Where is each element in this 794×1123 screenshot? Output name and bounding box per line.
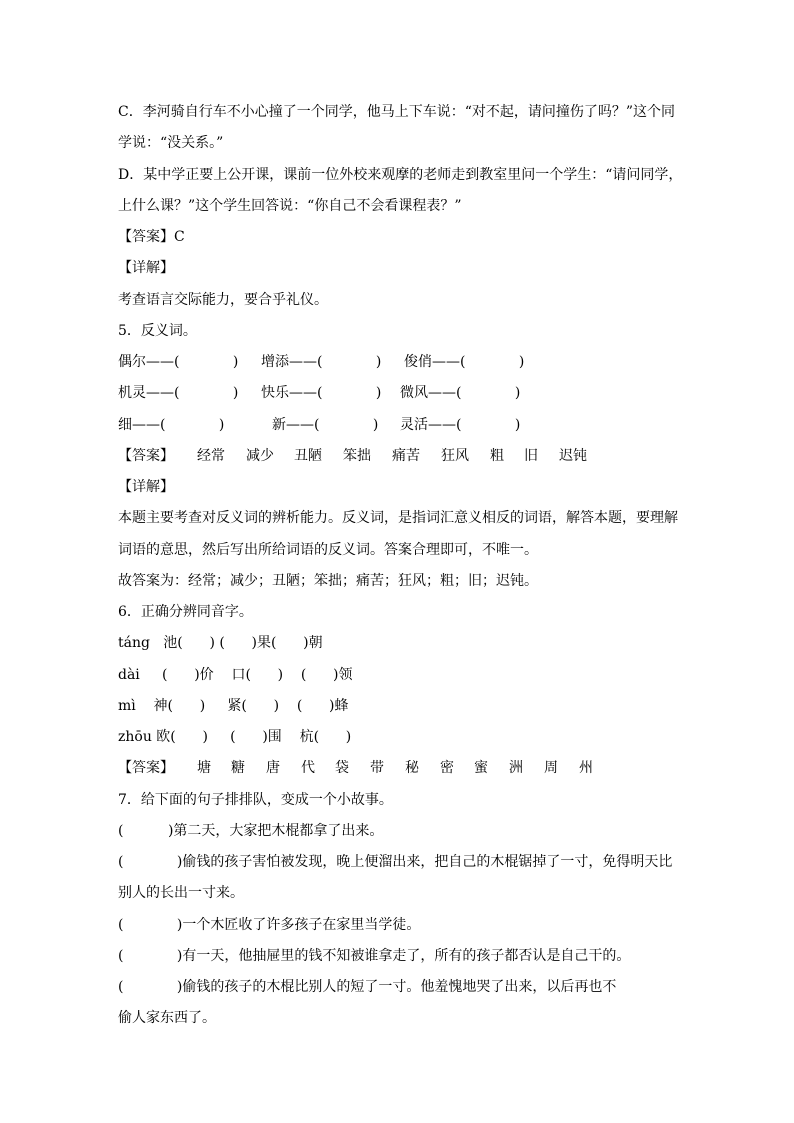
q7-sentence: ( )偷钱的孩子害怕被发现，晚上便溜出来，把自己的木棍锯掉了一寸，免得明天比	[118, 854, 673, 870]
option-d-line2: 上什么课？”这个学生回答说：“你自己不会看课程表？”	[118, 198, 462, 214]
q5-answer: 粗	[490, 448, 504, 464]
q5-detail-line1: 本题主要考查对反义词的辨析能力。反义词，是指词汇意义相反的词语，解答本题，要理解	[118, 510, 678, 526]
q6-answer: 带	[370, 760, 384, 776]
q6-answer: 唐	[266, 760, 280, 776]
q5-answer: 丑陋	[294, 448, 322, 464]
q5-answer: 迟钝	[559, 448, 587, 464]
q7-sentence: ( )偷钱的孩子的木棍比别人的短了一寸。他羞愧地哭了出来，以后再也不	[118, 979, 617, 995]
q5-item: 细——( )	[118, 417, 225, 433]
q6-row: mì 神( ) 紧( ) ( )蜂	[118, 698, 349, 714]
q5-answer: 笨拙	[343, 448, 371, 464]
q5-item: 微风——( )	[400, 385, 521, 401]
q4-answer: 【答案】C	[118, 229, 185, 245]
q5-item: 新——( )	[272, 417, 379, 433]
q6-row: zhōu 欧( ) ( )围 杭( )	[118, 729, 352, 745]
q7-sentence: ( )第二天，大家把木棍都拿了出来。	[118, 823, 384, 839]
option-c-line2: 学说：“没关系。”	[118, 135, 224, 151]
option-c-line1: C．李河骑自行车不小心撞了一个同学，他马上下车说：“对不起，请问撞伤了吗？”这个同	[118, 104, 676, 120]
q6-answer: 周	[544, 760, 558, 776]
q5-item: 俊俏——( )	[404, 354, 525, 370]
q5-answer: 旧	[524, 448, 538, 464]
q6-answer: 蜜	[474, 760, 488, 776]
q5-item: 快乐——( )	[261, 385, 382, 401]
q5-answer-label: 【答案】	[118, 448, 174, 464]
q5-item: 增添——( )	[261, 354, 382, 370]
q7-title: 7．给下面的句子排排队，变成一个小故事。	[118, 792, 393, 808]
q6-answer: 袋	[335, 760, 349, 776]
q5-answer: 狂风	[441, 448, 469, 464]
q5-answer: 经常	[197, 448, 225, 464]
option-d-line1: D．某中学正要上公开课，课前一位外校来观摩的老师走到教室里问一个学生：“请问同学，	[118, 167, 683, 183]
q5-detail-line3: 故答案为：经常；减少；丑陋；笨拙；痛苦；狂风；粗；旧；迟钝。	[118, 573, 538, 589]
q6-answer: 洲	[509, 760, 523, 776]
q4-detail-label: 【详解】	[118, 260, 174, 276]
q5-detail-label: 【详解】	[118, 479, 174, 495]
q6-answer: 塘	[197, 760, 211, 776]
q6-answer: 州	[579, 760, 593, 776]
q6-answer: 糖	[231, 760, 245, 776]
q5-detail-line2: 词语的意思，然后写出所给词语的反义词。答案合理即可，不唯一。	[118, 542, 538, 558]
q7-sentence: 别人的长出一寸来。	[118, 885, 244, 901]
q6-answer: 密	[440, 760, 454, 776]
q6-answer: 秘	[405, 760, 419, 776]
q5-item: 机灵——( )	[118, 385, 239, 401]
q4-detail-text: 考查语言交际能力，要合乎礼仪。	[118, 292, 328, 308]
q5-answer: 减少	[246, 448, 274, 464]
q6-row: táng 池( ) ( )果( )朝	[118, 635, 323, 651]
q5-title: 5．反义词。	[118, 323, 197, 339]
q5-item: 灵活——( )	[400, 417, 521, 433]
q7-sentence: 偷人家东西了。	[118, 1010, 216, 1026]
q6-row: dài ( )价 口( ) ( )领	[118, 667, 353, 683]
q6-answer-label: 【答案】	[118, 760, 174, 776]
q5-answer: 痛苦	[392, 448, 420, 464]
q7-sentence: ( )一个木匠收了许多孩子在家里当学徒。	[118, 917, 421, 933]
q5-item: 偶尔——( )	[118, 354, 239, 370]
q7-sentence: ( )有一天，他抽屉里的钱不知被谁拿走了，所有的孩子都否认是自己干的。	[118, 948, 631, 964]
q6-answer: 代	[301, 760, 315, 776]
q6-title: 6．正确分辨同音字。	[118, 604, 253, 620]
